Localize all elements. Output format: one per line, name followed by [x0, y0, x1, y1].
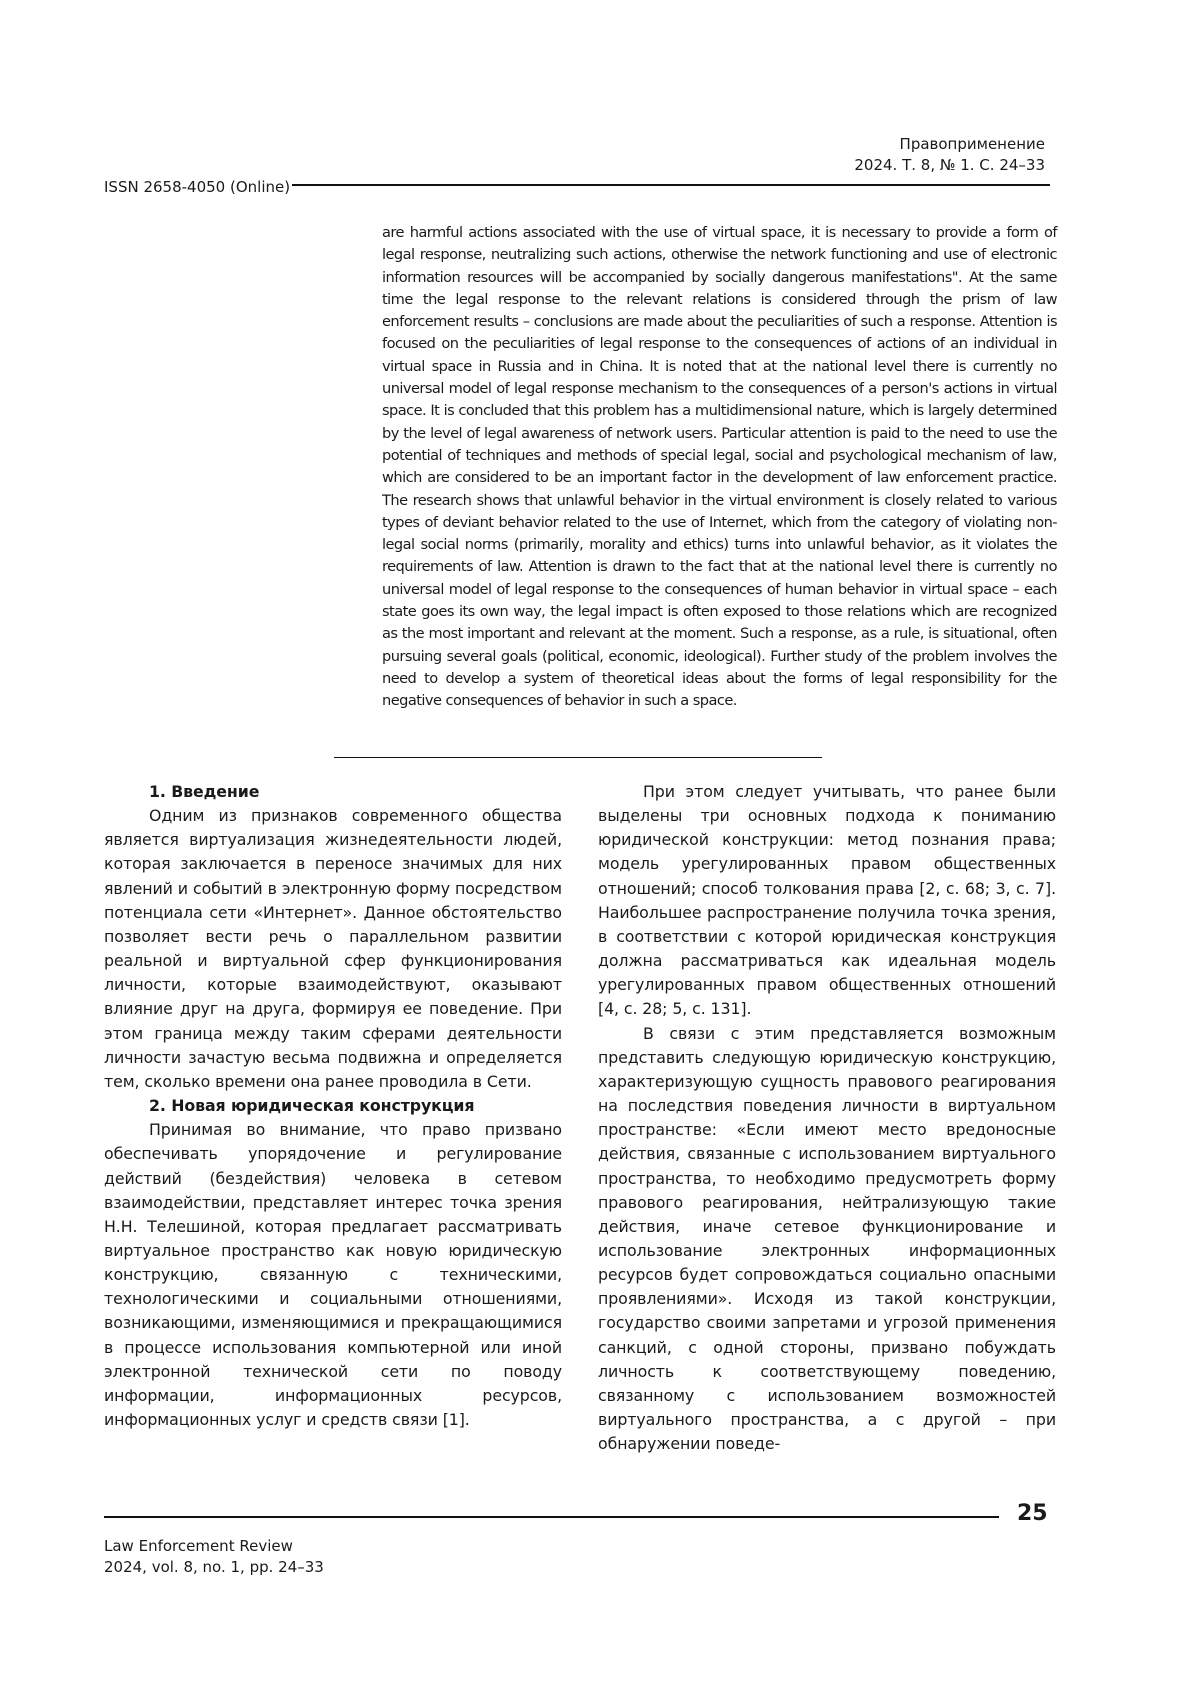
running-header — [854, 134, 1045, 176]
body-column-right — [598, 780, 1056, 1456]
journal-title-ru: Правоприменение — [899, 135, 1045, 153]
abstract-text: are harmful actions associated with the use of virtual space, it is necessary to provide a form of legal response, neutralizing such actions, otherwise the network functioning and use of electronic information resources will be accompanied by socially dangerous manifestations". At the same time the legal response to the relevant relations is considered through the prism of law enforcement results – conclusions are made about the peculiarities of such a response. Attention is focused on the peculiarities of legal response to the consequences of actions of an individual in virtual space in Russia and in China. It is noted that at the national level there is currently no universal model of legal response mechanism to the consequences of a person's actions in virtual space. It is concluded that this problem has a multidimensional nature, which is largely determined by the level of legal awareness of network users. Particular attention is paid to the need to use the potential of techniques and methods of special legal, social and psychological mechanism of law, which are considered to be an important factor in the development of law enforcement practice. The research shows that unlawful behavior in the virtual environment is closely related to various types of deviant behavior related to the use of Internet, which from the category of violating non-legal social norms (primarily, morality and ethics) turns into unlawful behavior, as it violates the requirements of law. Attention is drawn to the fact that at the national level there is currently no universal model of legal response to the consequences of human behavior in virtual space – each state goes its own way, the legal impact is often exposed to those relations which are recognized as the most important and relevant at the moment. Such a response, as a rule, is situational, often pursuing several goals (political, economic, ideological). Further study of the problem involves the need to develop a system of theoretical ideas about the forms of legal responsibility for the negative consequences of behavior in such a space. — [382, 224, 1057, 710]
issn: ISSN 2658-4050 (Online) — [104, 178, 291, 196]
journal-citation-en: 2024, vol. 8, no. 1, pp. 24–33 — [104, 1558, 324, 1576]
footer-rule — [104, 1516, 999, 1518]
paragraph-new-construction: Принимая во внимание, что право призвано обеспечивать упорядочение и регулирование действий (бездействия) человека в сетевом взаимодействии, представляет интерес точка зрения Н.Н. Телешиной, которая предлагает рассматривать виртуальное пространство как новую юридическую конструкцию, связанную с техническими, технологическими и социальными отношениями, возникающими, изменяющимися и прекращающимися в процессе использования компьютерной или иной электронной технической сети по поводу информации, информационных ресурсов, информационных услуг и средств связи [1]. — [104, 1120, 562, 1430]
journal-citation-ru: 2024. Т. 8, № 1. С. 24–33 — [854, 156, 1045, 174]
abstract-separator-long — [398, 757, 822, 758]
section-heading-introduction: 1. Введение — [149, 782, 260, 801]
journal-title-en: Law Enforcement Review — [104, 1537, 293, 1555]
paragraph-introduction: Одним из признаков современного общества является виртуализация жизнедеятельности людей, которая заключается в переносе значимых для них явлений и событий в электронную форму посредством потенциала сети «Интернет». Данное обстоятельство позволяет вести речь о параллельном развитии реальной и виртуальной сфер функционирования личности, которые взаимодействуют, оказывают влияние друг на друга, формируя ее поведение. При этом граница между таким сферами деятельности личности зачастую весьма подвижна и определяется тем, сколько времени она ранее проводила в Сети. — [104, 806, 562, 1091]
header-rule — [292, 184, 1050, 186]
paragraph-approaches: При этом следует учитывать, что ранее были выделены три основных подхода к пониманию юридической конструкции: метод познания права; модель урегулированных правом общественных отношений; способ толкования права [2, с. 68; 3, с. 7]. Наибольшее распространение получила точка зрения, в соответствии с которой юридическая конструкция должна рассматриваться как идеальная модель урегулированных правом общественных отношений [4, с. 28; 5, с. 131]. — [598, 782, 1056, 1019]
body-column-left — [104, 780, 562, 1432]
page-number: 25 — [1017, 1501, 1048, 1526]
paragraph-legal-construction: В связи с этим представляется возможным представить следующую юридическую конструкцию, характеризующую сущность правового реагирования на последствия поведения личности в виртуальном пространстве: «Если имеют место вредоносные действия, связанные с использованием виртуального пространства, то необходимо предусмотреть форму правового реагирования, нейтрализующую такие действия, иначе сетевое функционирование и использование электронных информационных ресурсов будет сопровождаться социально опасными проявлениями». Исходя из такой конструкции, государство своими запретами и угрозой применения санкций, с одной стороны, призвано побуждать личность к соответствующему поведению, связанному с использованием возможностей виртуального пространства, а с другой – при обнаружении поведе- — [598, 1023, 1056, 1454]
section-heading-new-construction: 2. Новая юридическая конструкция — [149, 1096, 475, 1116]
running-footer — [104, 1536, 324, 1578]
abstract-separator-short — [334, 757, 398, 758]
